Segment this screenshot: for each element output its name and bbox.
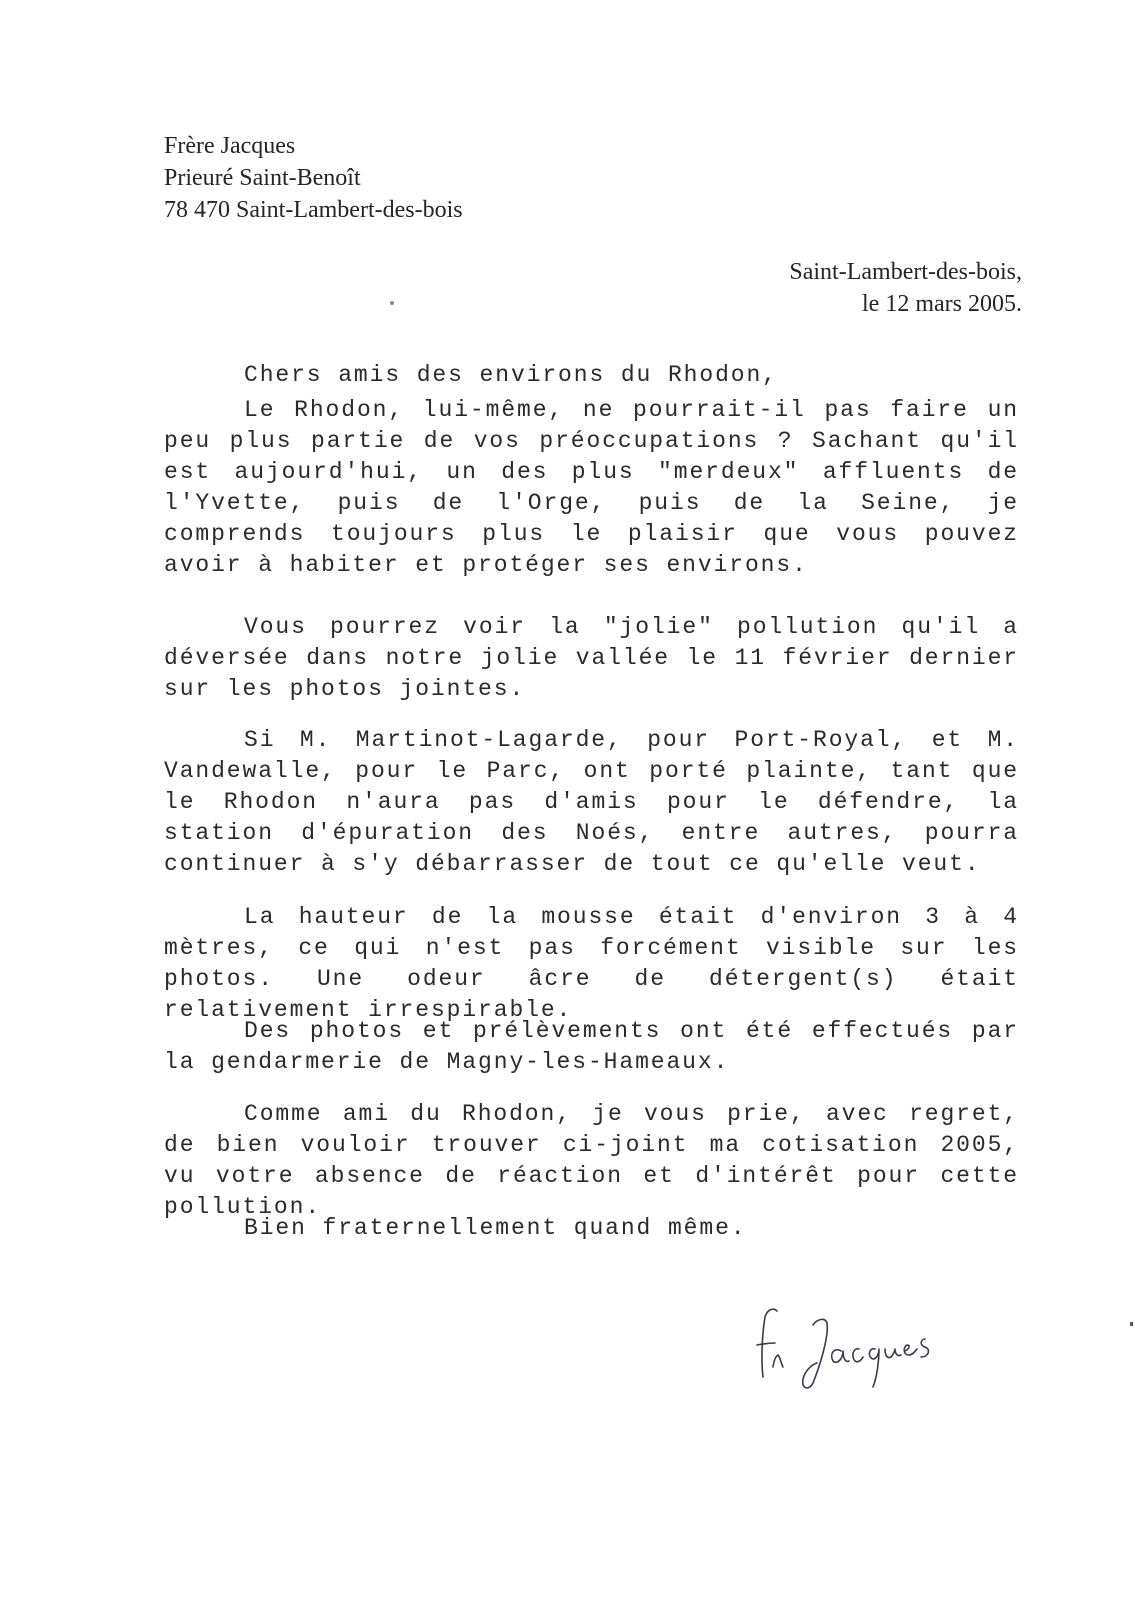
handwritten-signature bbox=[755, 1305, 935, 1395]
date-place-block bbox=[789, 256, 1022, 320]
paragraph-6: Comme ami du Rhodon, je vous prie, avec regret, de bien vouloir trouver ci-joint ma cotisation 2005, vu votre absence de réaction et d'intérêt pour cette pollution. bbox=[164, 1101, 1019, 1220]
letter-date: le 12 mars 2005. bbox=[862, 291, 1022, 317]
paragraph-4: La hauteur de la mousse était d'environ 3 à 4 mètres, ce qui n'est pas forcément visible sur les photos. Une odeur âcre de détergent(s) était relativement irrespirable. bbox=[164, 904, 1019, 1023]
paragraph-2: Vous pourrez voir la "jolie" pollution qu'il a déversée dans notre jolie vallée le 11 février dernier sur les photos jointes. bbox=[164, 614, 1019, 702]
paragraph-1: Le Rhodon, lui-même, ne pourrait-il pas faire un peu plus partie de vos préoccupations ? Sachant qu'il est aujourd'hui, un des plus "merdeux" affluents de l'Yvette, puis de l'Orge, puis de la Seine, je comprends toujours plus le plaisir que vous pouvez avoir à habiter et protéger ses environs. bbox=[164, 397, 1019, 578]
sender-block bbox=[164, 130, 463, 226]
paragraph-5: Des photos et prélèvements ont été effectués par la gendarmerie de Magny-les-Hameaux. bbox=[164, 1018, 1019, 1075]
date-place: Saint-Lambert-des-bois, bbox=[789, 259, 1022, 285]
paragraph-3: Si M. Martinot-Lagarde, pour Port-Royal, et M. Vandewalle, pour le Parc, ont porté plainte, tant que le Rhodon n'aura pas d'amis pour le défendre, la station d'épuration des Noés, entre autres, pourra continuer à s'y débarrasser de tout ce qu'elle veut. bbox=[164, 727, 1019, 877]
scan-speck bbox=[390, 301, 394, 305]
sender-address-line-1: Prieuré Saint-Benoît bbox=[164, 165, 361, 191]
sender-name: Frère Jacques bbox=[164, 133, 296, 159]
salutation: Chers amis des environs du Rhodon, bbox=[244, 362, 778, 388]
scan-speck-margin bbox=[1130, 1322, 1133, 1326]
paragraph-7: Bien fraternellement quand même. bbox=[244, 1215, 747, 1241]
sender-address-line-2: 78 470 Saint-Lambert-des-bois bbox=[164, 197, 463, 223]
